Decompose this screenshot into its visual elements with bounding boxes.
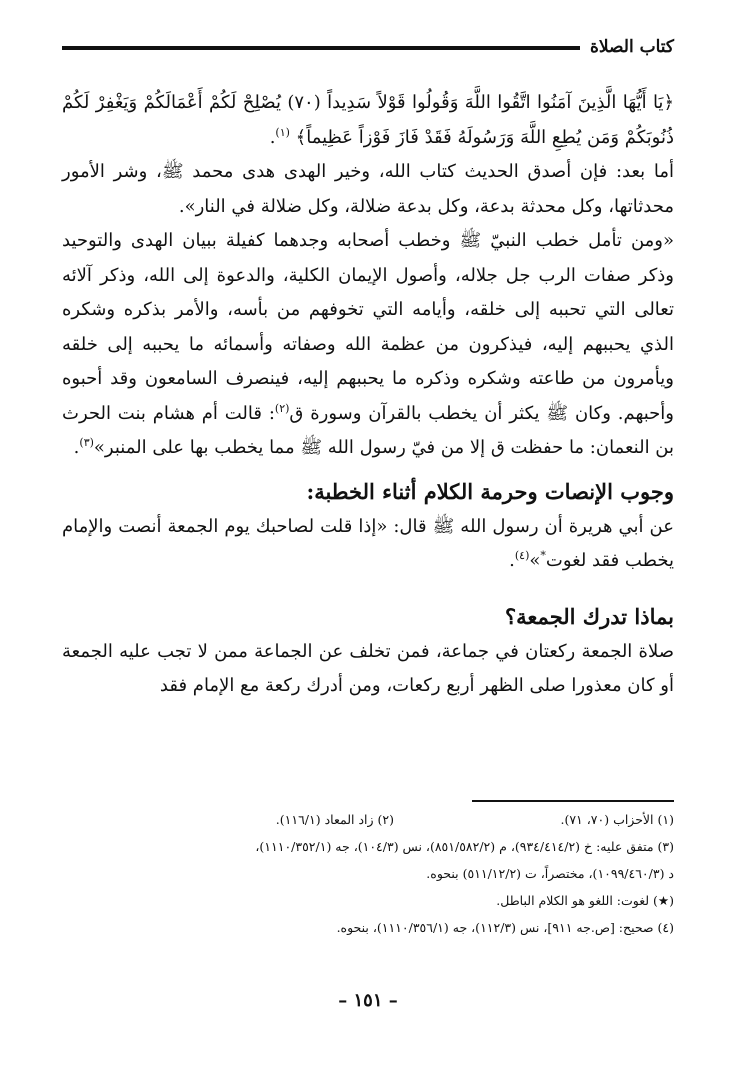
header-rule [62, 46, 580, 50]
running-header [62, 34, 674, 60]
intro-paragraph [62, 155, 674, 224]
jumuah-text: صلاة الجمعة ركعتان في جماعة، فمن تخلف عن الجماعة ممن لا تجب عليه الجمعة أو كان معذورا صلى الظهر أربع ركعات، ومن أدرك ركعة مع الإمام فقد [62, 640, 674, 696]
intro-text: أما بعد: فإن أصدق الحديث كتاب الله، وخير الهدى هدى محمد ﷺ، وشر الأمور محدثاتها، وكل محدثة بدعة، وكل بدعة ضلالة، وكل ضلالة في النار». [62, 161, 674, 217]
footnote-star: (★) لغوت: اللغو هو الكلام الباطل. [496, 893, 674, 908]
footnote-4: (٤) صحيح: [ص.جه ٩١١]، نس (١١٢/٣)، جه (١١١٠/٣٥٦/١)، بنحوه. [336, 920, 674, 935]
jumuah-paragraph [62, 635, 674, 704]
footnote-3-line-2: د (١٠٩٩/٤٦٠/٣)، مختصراً، ت (٥١١/١٢/٢) بنحوه. [426, 866, 674, 881]
footnote-3-line-1: (٣) متفق عليه: خ (٩٣٤/٤١٤/٢)، م (٨٥١/٥٨٢/٢)، نس (١٠٤/٣)، جه (١١١٠/٣٥٢/١)، [255, 839, 674, 854]
footnote-ref-1: (١) [275, 125, 290, 139]
section-heading-listening: وجوب الإنصات وحرمة الكلام أثناء الخطبة: [306, 478, 674, 504]
footnote-2: (٢) زاد المعاد (١١٦/١). [275, 812, 394, 827]
footnote-row-1-2 [62, 806, 674, 833]
chapter-title: كتاب الصلاة [589, 37, 674, 57]
hadith-text: عن أبي هريرة أن رسول الله ﷺ قال: «إذا قلت لصاحبك يوم الجمعة أنصت والإمام يخطب فقد لغوت [62, 515, 674, 571]
main-text [62, 86, 674, 704]
footnote-star-ref: * [540, 549, 546, 562]
khutbah-text: «ومن تأمل خطب النبيّ ﷺ وخطب أصحابه وجدهما كفيلة ببيان الهدى والتوحيد وذكر صفات الرب جل جلاله، وأصول الإيمان الكلية، والدعوة إلى الله، وذكر آلائه تعالى التي تحببه إلى خلقه، وأيامه التي تخوفهم من بأسه، والأمر بذكره وشكره الذي يحببهم إليه، فيذكرون من عظمة الله وصفاته وأسمائه ما يحببه إلى خلقه ويأمرون من طاعته وشكره وذكره ما يحببهم إليه، فينصرف السامعون وقد أحبوه وأحبهم. وكان ﷺ يكثر أن يخطب بالقرآن وسورة ق [62, 230, 675, 424]
footnote-ref-3: (٣) [79, 436, 94, 449]
hadith-end-punct: . [509, 550, 515, 571]
footnotes [62, 806, 674, 941]
page-number: – ١٥١ – [338, 990, 398, 1011]
hadith-close-quote: » [529, 550, 541, 571]
khutbah-end-punct: . [73, 437, 80, 458]
khutbah-paragraph [62, 224, 674, 466]
footnote-ref-4: (٤) [514, 549, 530, 562]
footnote-rule [472, 800, 674, 802]
section-heading-jumuah: بماذا تدرك الجمعة؟ [505, 603, 674, 629]
khutbah-text-cont: : قالت أم هشام بنت الحرث بن النعمان: ما حفظت ق إلا من فيّ رسول الله ﷺ مما يخطب بها على المنبر» [62, 402, 674, 458]
quran-verse-paragraph: ﴿يَا أَيُّهَا الَّذِينَ آمَنُوا اتَّقُوا اللَّهَ وَقُولُوا قَوْلاً سَدِيداً (٧٠) يُصْلِحْ لَكُمْ أَعْمَالَكُمْ وَيَغْفِرْ لَكُمْ ذُنُوبَكُمْ وَمَن يُطِعِ اللَّهَ وَرَسُولَهُ فَقَدْ فَازَ فَوْزاً عَظِيماً﴾ $^{(١)}$. [62, 92, 674, 148]
footnote-1: (١) الأحزاب (٧٠، ٧١). [560, 812, 674, 827]
quran-verse: ﴿يَا أَيُّهَا الَّذِينَ آمَنُوا اتَّقُوا اللَّهَ وَقُولُوا قَوْلاً سَدِيداً (٧٠) يُصْلِحْ لَكُمْ أَعْمَالَكُمْ وَيَغْفِرْ لَكُمْ ذُنُوبَكُمْ وَمَن يُطِعِ اللَّهَ وَرَسُولَهُ فَقَدْ فَازَ فَوْزاً عَظِيماً﴾ [62, 92, 674, 148]
hadith-paragraph [62, 510, 674, 579]
footnote-ref-2: (٢) [274, 401, 290, 415]
